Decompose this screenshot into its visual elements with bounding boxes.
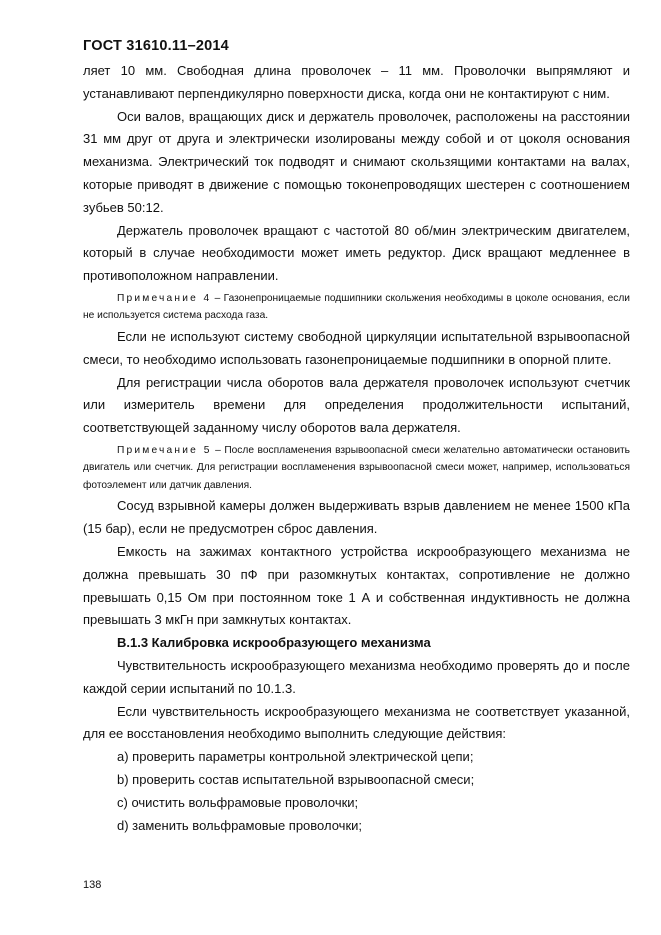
list-item: b) проверить состав испытательной взрывоопасной смеси; — [117, 772, 475, 788]
paragraph-shafts: Оси валов, вращающих диск и держатель проволочек, расположены на расстоянии 31 мм друг от друга и электрически изолированы между собой и от цоколя основания механизма. Электрический ток подводят и снимают скользящими контактами на валах, которые приводят в движение с помощью токонепроводящих шестерен с соотношением зубьев 50:12. — [83, 108, 630, 215]
note-4-text: – Газонепроницаемые подшипники скольжения необходимы в цоколе основания, если не используется система расхода газа. — [83, 292, 630, 322]
paragraph-holder-rotation: Держатель проволочек вращают с частотой 80 об/мин электрическим двигателем, который в случае необходимости может иметь редуктор. Диск вращают медленнее в противоположном направлении. — [83, 222, 630, 284]
document-header: ГОСТ 31610.11–2014 — [83, 38, 229, 54]
paragraph-counter: Для регистрации числа оборотов вала держателя проволочек используют счетчик или измеритель времени для определения продолжительности испытаний, соответствующей заданному числу оборотов вала держателя. — [83, 374, 630, 436]
page-number: 138 — [83, 879, 102, 891]
page-body — [83, 60, 630, 837]
list-item: с) очистить вольфрамовые проволочки; — [117, 794, 359, 810]
note-5 — [83, 442, 630, 495]
note-4-label: Примечание 4 — [117, 292, 212, 304]
paragraph-restore: Если чувствительность искрообразующего механизма не соответствует указанной, для ее восстановления необходимо выполнить следующие действия: — [83, 703, 630, 742]
note-4 — [83, 290, 630, 325]
paragraph-bearings: Если не используют систему свободной циркуляции испытательной взрывоопасной смеси, то необходимо использовать газонепроницаемые подшипники в опорной плите. — [83, 328, 630, 367]
section-heading: В.1.3 Калибровка искрообразующего механизма — [117, 635, 431, 651]
paragraph-continued: ляет 10 мм. Свободная длина проволочек – 11 мм. Проволочки выпрямляют и устанавливают перпендикулярно поверхности диска, когда они не контактируют с ним. — [83, 63, 630, 101]
note-5-text: – После воспламенения взрывоопасной смеси желательно автоматически остановить двигатель или счетчик. Для регистрации воспламенения взрывоопасной смеси может, например, использоваться фотоэлемент или датчик давления. — [83, 444, 630, 491]
paragraph-vessel: Сосуд взрывной камеры должен выдерживать взрыв давлением не менее 1500 кПа (15 бар), если не предусмотрен сброс давления. — [83, 498, 630, 537]
list-item: а) проверить параметры контрольной электрической цепи; — [117, 749, 474, 765]
list-item: d) заменить вольфрамовые проволочки; — [117, 817, 363, 833]
note-5-label: Примечание 5 — [117, 444, 212, 456]
paragraph-sensitivity: Чувствительность искрообразующего механизма необходимо проверять до и после каждой серии испытаний по 10.1.3. — [83, 658, 630, 696]
paragraph-capacitance: Емкость на зажимах контактного устройства искрообразующего механизма не должна превышать 30 пФ при разомкнутых контактах, сопротивление не должно превышать 0,15 Ом при постоянном токе 1 А и собственная индуктивность не должна превышать 3 мкГн при замкнутых контактах. — [83, 544, 630, 628]
